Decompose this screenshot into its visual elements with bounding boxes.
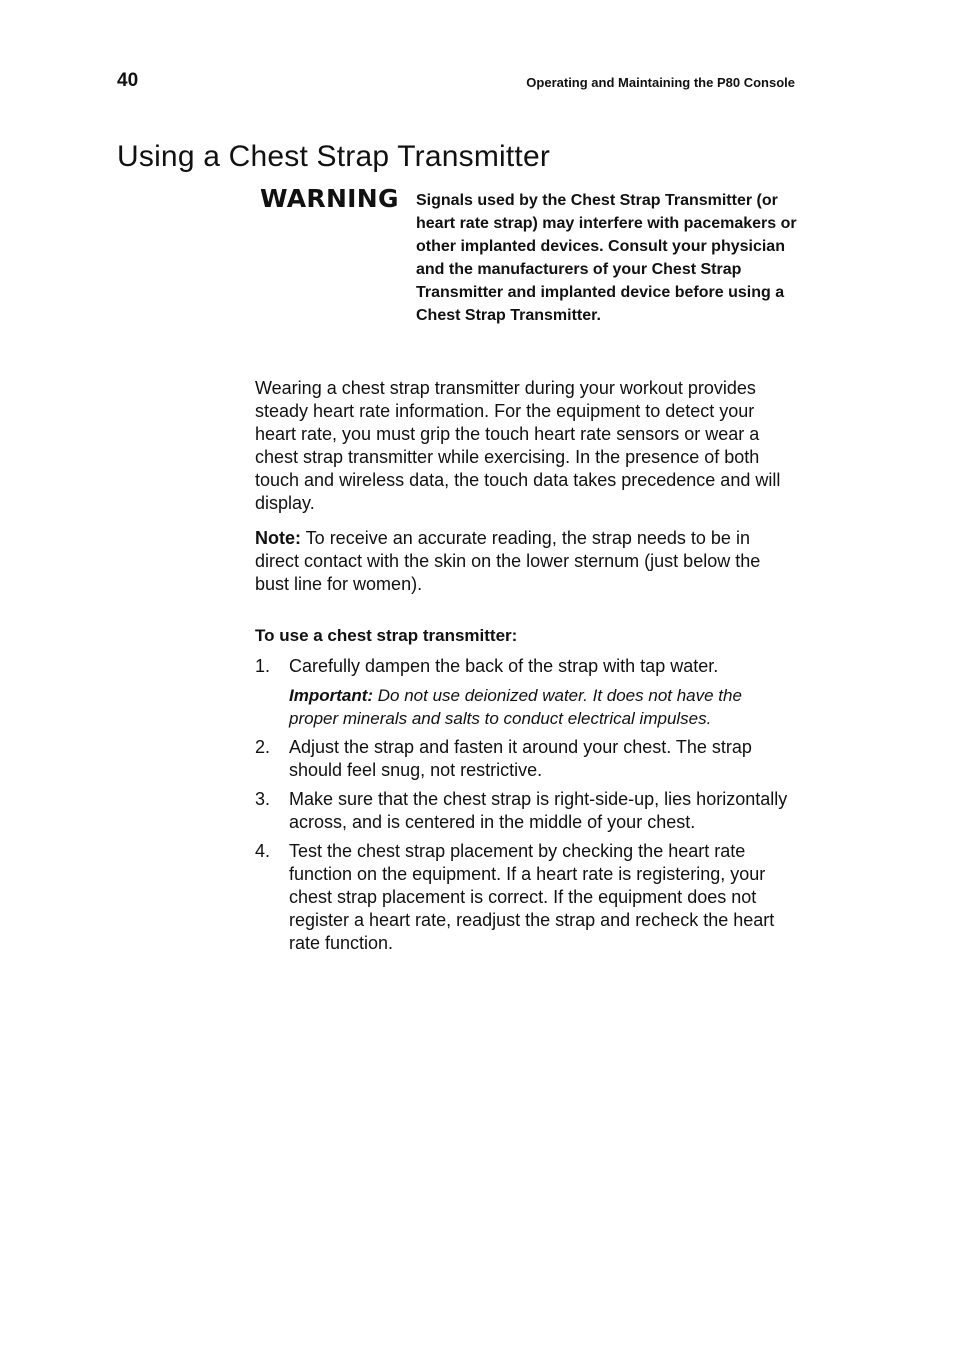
step-text: Make sure that the chest strap is right-side-up, lies horizontally across, and is centered in the middle of your chest. — [289, 789, 788, 832]
procedure-steps — [255, 655, 795, 961]
step-text: Test the chest strap placement by checking the heart rate function on the equipment. If a heart rate is registering, your chest strap placement is correct. If the equipment does not register a heart rate, readjust the strap and recheck the heart rate function. — [289, 841, 775, 953]
warning-label: WARNING — [260, 184, 399, 213]
page-number: 40 — [117, 70, 139, 91]
intro-paragraph: Wearing a chest strap transmitter during your workout provides steady heart rate information. For the equipment to detect your heart rate, you must grip the touch heart rate sensors or wear a chest strap transmitter while exercising. In the presence of both touch and wireless data, the touch data takes precedence and will display. — [255, 378, 781, 513]
step-number: 4. — [255, 841, 271, 861]
step-item — [255, 736, 795, 782]
important-note — [289, 684, 795, 730]
step-text: Adjust the strap and fasten it around your chest. The strap should feel snug, not restrictive. — [289, 737, 752, 780]
procedure-heading: To use a chest strap transmitter: — [255, 626, 518, 645]
step-text: Carefully dampen the back of the strap with tap water. — [289, 656, 719, 676]
section-title: Using a Chest Strap Transmitter — [117, 140, 551, 173]
warning-text: Signals used by the Chest Strap Transmitter (or heart rate strap) may interfere with pacemakers or other implanted devices. Consult your physician and the manufacturers of your Chest Strap Transmitter and implanted device before using a Chest Strap Transmitter. — [416, 192, 797, 324]
step-number: 3. — [255, 789, 271, 809]
step-item — [255, 788, 795, 834]
important-text: Do not use deionized water. It does not have the proper minerals and salts to conduct electrical impulses. — [289, 686, 742, 728]
step-number: 1. — [255, 656, 271, 676]
step-number: 2. — [255, 737, 271, 757]
important-label: Important: — [289, 686, 374, 705]
note-label: Note: — [255, 528, 301, 548]
note-text: To receive an accurate reading, the strap needs to be in direct contact with the skin on the lower sternum (just below the bust line for women). — [255, 528, 761, 594]
step-item — [255, 840, 795, 955]
running-header: Operating and Maintaining the P80 Console — [526, 75, 795, 90]
note-paragraph — [255, 527, 795, 596]
step-item — [255, 655, 795, 730]
